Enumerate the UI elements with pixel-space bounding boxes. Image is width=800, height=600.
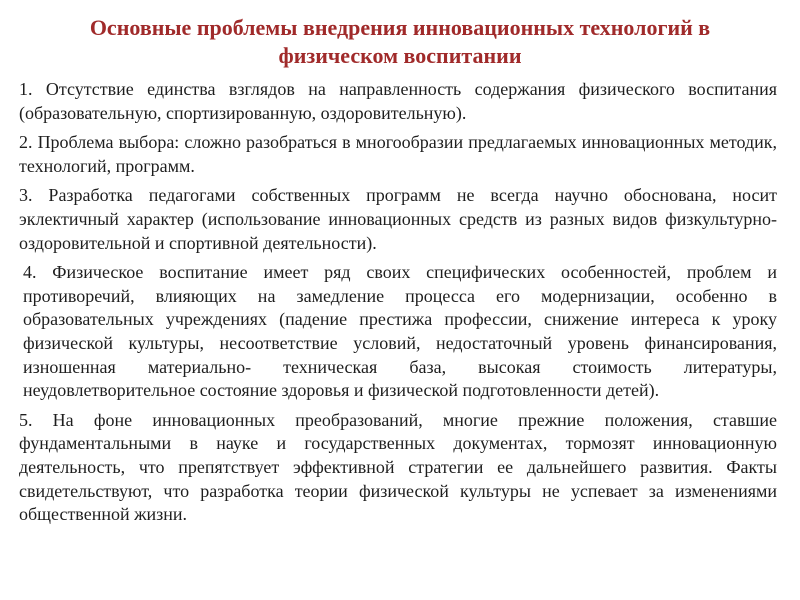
- list-item-3: 3. Разработка педагогами собственных программ не всегда научно обоснована, носит эклектичный характер (использование инновационных средств из разных видов физкультурно-оздоровительной и спортивной деятельности).: [19, 185, 777, 253]
- list-item-1: 1. Отсутствие единства взглядов на направленность содержания физического воспитания (образовательную, спортизированную, оздоровительную).: [19, 79, 777, 123]
- slide-title: Основные проблемы внедрения инновационных технологий в физическом воспитании: [89, 15, 711, 68]
- list-item-5: 5. На фоне инновационных преобразований, многие прежние положения, ставшие фундаментальными в науке и государственных документах, тормозят инновационную деятельность, что препятствует эффективной стратегии ее дальнейшего развития. Факты свидетельствуют, что разработка теории физической культуры не успевает за изменениями общественной жизни.: [19, 409, 777, 525]
- list-item-2: 2. Проблема выбора: сложно разобраться в многообразии предлагаемых инновационных методик, технологий, программ.: [19, 132, 777, 176]
- slide-body: [19, 78, 777, 533]
- list-item-4: 4. Физическое воспитание имеет ряд своих специфических особенностей, проблем и противоречий, влияющих на замедление процесса его модернизации, особенно в образовательных учреждениях (падение престижа профессии, снижение интереса к уроку физической культуры, несоответствие условий, недостаточный уровень финансирования, изношенная материально- техническая база, высокая стоимость литературы, неудовлетворительное состояние здоровья и физической подготовленности детей).: [23, 262, 777, 401]
